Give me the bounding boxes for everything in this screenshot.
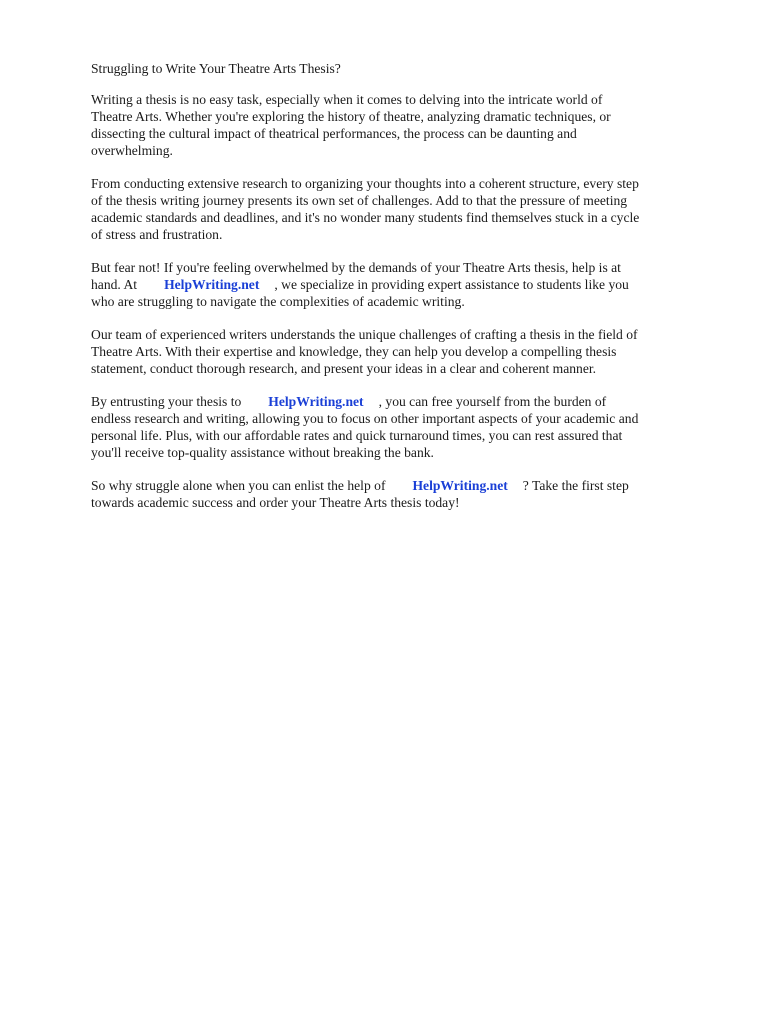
paragraph-line: towards academic success and order your Theatre Arts thesis today! bbox=[91, 495, 460, 510]
text-segment: So why struggle alone when you can enlist the help of bbox=[91, 478, 386, 493]
paragraph-line: overwhelming. bbox=[91, 143, 173, 158]
paragraph-line: of stress and frustration. bbox=[91, 227, 223, 242]
text-segment: ? Take the first step bbox=[522, 478, 629, 493]
helpwriting-link[interactable]: HelpWriting.net bbox=[268, 394, 364, 409]
paragraph-line-with-link bbox=[91, 276, 731, 293]
text-segment: , you can free yourself from the burden of bbox=[378, 394, 607, 409]
paragraph-line: who are struggling to navigate the complexities of academic writing. bbox=[91, 294, 465, 309]
paragraph-line: But fear not! If you're feeling overwhelmed by the demands of your Theatre Arts thesis, help is at bbox=[91, 260, 621, 275]
document-title bbox=[91, 60, 731, 77]
paragraph-line: statement, conduct thorough research, and present your ideas in a clear and coherent manner. bbox=[91, 361, 597, 376]
helpwriting-link[interactable]: HelpWriting.net bbox=[412, 478, 508, 493]
paragraph-line: Our team of experienced writers understands the unique challenges of crafting a thesis in the field of bbox=[91, 327, 638, 342]
paragraph-line: dissecting the cultural impact of theatrical performances, the process can be daunting and bbox=[91, 126, 577, 141]
paragraph-line: Theatre Arts. With their expertise and knowledge, they can help you develop a compelling thesis bbox=[91, 344, 617, 359]
document-page bbox=[91, 60, 731, 527]
paragraph-fear-not bbox=[91, 259, 731, 310]
paragraph-line: you'll receive top-quality assistance without breaking the bank. bbox=[91, 445, 434, 460]
paragraph-entrusting bbox=[91, 393, 731, 461]
title-text: Struggling to Write Your Theatre Arts Thesis? bbox=[91, 61, 341, 76]
paragraph-line: Theatre Arts. Whether you're exploring the history of theatre, analyzing dramatic techniques, or bbox=[91, 109, 611, 124]
paragraph-intro bbox=[91, 91, 731, 159]
text-segment: By entrusting your thesis to bbox=[91, 394, 242, 409]
paragraph-challenges bbox=[91, 175, 731, 243]
paragraph-line: Writing a thesis is no easy task, especially when it comes to delving into the intricate world of bbox=[91, 92, 603, 107]
paragraph-line: of the thesis writing journey presents its own set of challenges. Add to that the pressure of meeting bbox=[91, 193, 628, 208]
paragraph-line: personal life. Plus, with our affordable rates and quick turnaround times, you can rest assured that bbox=[91, 428, 623, 443]
paragraph-line-with-link bbox=[91, 393, 731, 410]
paragraph-line: endless research and writing, allowing you to focus on other important aspects of your academic and bbox=[91, 411, 639, 426]
paragraph-line-with-link bbox=[91, 477, 731, 494]
paragraph-closing bbox=[91, 477, 731, 511]
text-segment: , we specialize in providing expert assistance to students like you bbox=[274, 277, 629, 292]
helpwriting-link[interactable]: HelpWriting.net bbox=[164, 277, 260, 292]
paragraph-team bbox=[91, 326, 731, 377]
text-segment: hand. At bbox=[91, 277, 138, 292]
paragraph-line: academic standards and deadlines, and it's no wonder many students find themselves stuck in a cycle bbox=[91, 210, 640, 225]
paragraph-line: From conducting extensive research to organizing your thoughts into a coherent structure, every step bbox=[91, 176, 639, 191]
